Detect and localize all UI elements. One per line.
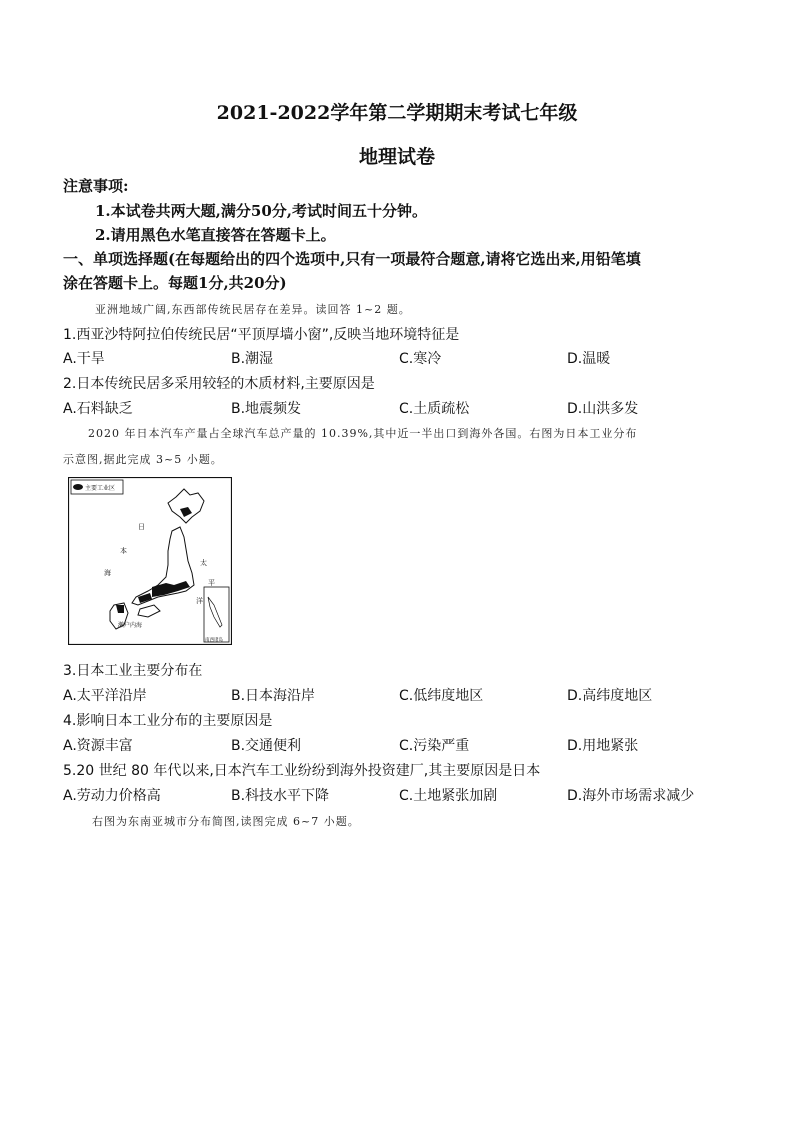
sea-japan-char-3: 海 bbox=[104, 569, 111, 577]
legend-label: 主要工业区 bbox=[85, 485, 116, 492]
question-2-option-b[interactable]: B.地震频发 bbox=[231, 401, 302, 417]
question-3-stem: 3.日本工业主要分布在 bbox=[63, 663, 203, 679]
section-heading-line1: 一、单项选择题(在每题给出的四个选项中,只有一项最符合题意,请将它选出来,用铅笔填 bbox=[63, 250, 641, 268]
question-4-option-c[interactable]: C.污染严重 bbox=[399, 738, 470, 754]
question-3-option-b[interactable]: B.日本海沿岸 bbox=[231, 688, 316, 704]
legend-industry-icon bbox=[73, 484, 83, 490]
intro-q3-5-line2: 示意图,据此完成 3~5 小题。 bbox=[63, 453, 223, 466]
sea-japan-char-2: 本 bbox=[120, 547, 127, 555]
question-4-option-a[interactable]: A.资源丰富 bbox=[63, 738, 133, 754]
notice-heading: 注意事项: bbox=[63, 177, 129, 195]
question-2-option-a[interactable]: A.石料缺乏 bbox=[63, 401, 133, 417]
sea-japan-char-1: 日 bbox=[138, 523, 145, 531]
question-2-stem: 2.日本传统民居多采用较轻的木质材料,主要原因是 bbox=[63, 376, 375, 392]
intro-q3-5-line1: 2020 年日本汽车产量占全球汽车总产量的 10.39%,其中近一半出口到海外各国。右图为日本工业分布 bbox=[88, 427, 638, 440]
exam-subject: 地理试卷 bbox=[358, 146, 435, 168]
intro-q6-7: 右图为东南亚城市分布简图,读图完成 6~7 小题。 bbox=[92, 815, 360, 828]
notice-item-2: 2.请用黑色水笔直接答在答题卡上。 bbox=[95, 226, 336, 244]
question-2-option-c[interactable]: C.土质疏松 bbox=[399, 401, 470, 417]
pacific-char-2: 平 bbox=[208, 579, 215, 587]
question-5-option-d[interactable]: D.海外市场需求减少 bbox=[567, 788, 695, 804]
pacific-char-1: 太 bbox=[200, 559, 207, 567]
question-1-stem: 1.西亚沙特阿拉伯传统民居“平顶厚墙小窗”,反映当地环境特征是 bbox=[63, 327, 460, 343]
question-3-option-a[interactable]: A.太平洋沿岸 bbox=[63, 688, 147, 704]
exam-title: 2021-2022学年第二学期期末考试七年级 bbox=[216, 102, 578, 124]
question-1-option-a[interactable]: A.干旱 bbox=[63, 351, 105, 367]
japan-industry-map bbox=[68, 477, 232, 645]
section-heading-line2: 涂在答题卡上。每题1分,共20分) bbox=[63, 274, 287, 292]
question-4-option-b[interactable]: B.交通便利 bbox=[231, 738, 302, 754]
question-5-option-b[interactable]: B.科技水平下降 bbox=[231, 788, 330, 804]
intro-q1-2: 亚洲地域广阔,东西部传统民居存在差异。读回答 1~2 题。 bbox=[95, 303, 411, 316]
question-3-option-d[interactable]: D.高纬度地区 bbox=[567, 688, 653, 704]
question-5-option-c[interactable]: C.土地紧张加剧 bbox=[399, 788, 498, 804]
question-2-option-d[interactable]: D.山洪多发 bbox=[567, 401, 639, 417]
question-5-option-a[interactable]: A.劳动力价格高 bbox=[63, 788, 161, 804]
islands-label: 南西诸岛 bbox=[205, 638, 223, 643]
question-1-option-d[interactable]: D.温暖 bbox=[567, 351, 611, 367]
question-1-option-c[interactable]: C.寒冷 bbox=[399, 351, 442, 367]
question-1-option-b[interactable]: B.潮湿 bbox=[231, 351, 274, 367]
question-3-option-c[interactable]: C.低纬度地区 bbox=[399, 688, 484, 704]
notice-item-1: 1.本试卷共两大题,满分50分,考试时间五十分钟。 bbox=[95, 202, 427, 220]
question-5-stem: 5.20 世纪 80 年代以来,日本汽车工业纷纷到海外投资建厂,其主要原因是日本 bbox=[63, 763, 541, 779]
inland-sea-label: 濑户内海 bbox=[118, 622, 143, 629]
question-4-stem: 4.影响日本工业分布的主要原因是 bbox=[63, 713, 273, 729]
question-4-option-d[interactable]: D.用地紧张 bbox=[567, 738, 639, 754]
pacific-char-3: 洋 bbox=[196, 597, 203, 605]
